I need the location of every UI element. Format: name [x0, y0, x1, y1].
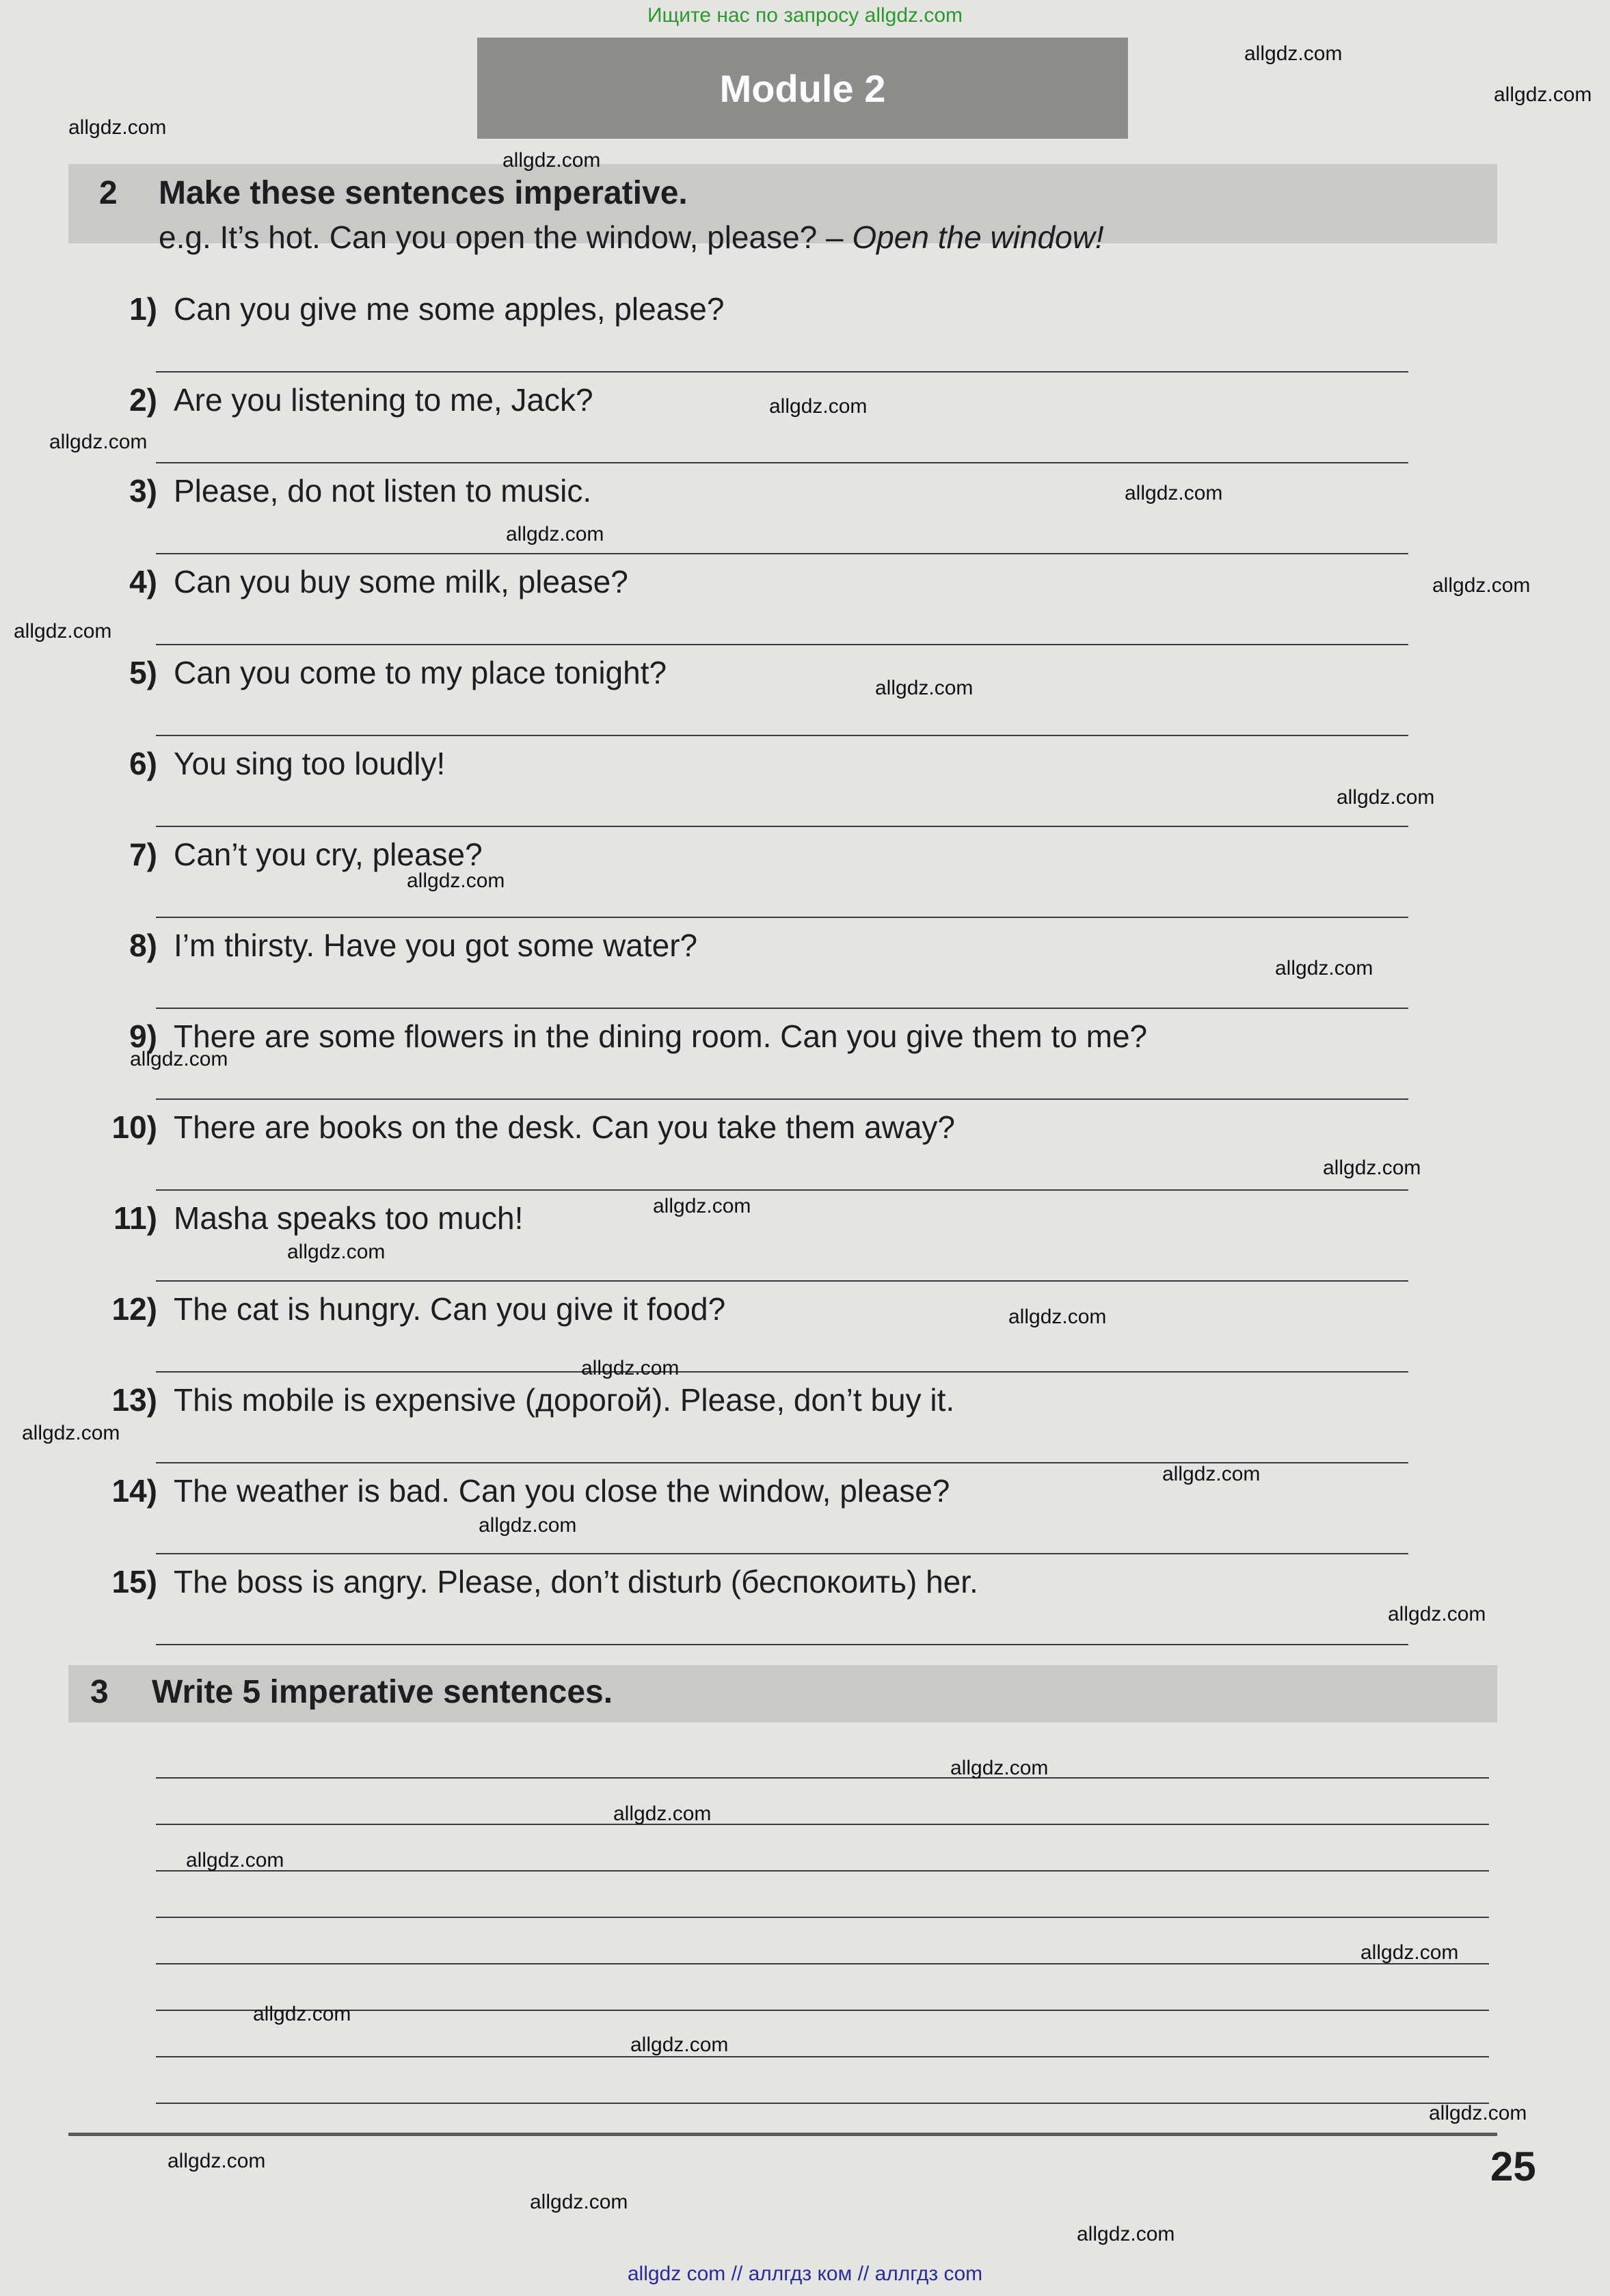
watermark: allgdz.com	[613, 1802, 712, 1825]
exercise-3-number: 3	[90, 1674, 109, 1710]
exercise-item	[89, 745, 445, 782]
watermark: allgdz.com	[167, 2150, 266, 2172]
exercise-3-title: Write 5 imperative sentences.	[152, 1674, 613, 1710]
watermark: allgdz.com	[502, 149, 601, 172]
watermark: allgdz.com	[253, 2003, 351, 2025]
writing-line[interactable]	[156, 2103, 1489, 2104]
item-text: The weather is bad. Can you close the window, please?	[174, 1473, 950, 1509]
item-text: There are books on the desk. Can you take them away?	[174, 1109, 955, 1145]
answer-line[interactable]	[156, 1644, 1408, 1645]
writing-line[interactable]	[156, 2056, 1489, 2057]
exercise-item	[89, 563, 628, 600]
exercise-item	[89, 654, 667, 691]
item-text: The boss is angry. Please, don’t disturb (беспокоить) her.	[174, 1564, 978, 1599]
watermark: allgdz.com	[1388, 1603, 1486, 1625]
watermark: allgdz.com	[1432, 574, 1531, 597]
module-tab	[477, 38, 1128, 139]
watermark: allgdz.com	[14, 620, 112, 643]
exercise-item	[89, 1472, 950, 1509]
exercise-item	[89, 1200, 523, 1237]
item-text: Can you give me some apples, please?	[174, 291, 725, 327]
watermark: allgdz.com	[769, 395, 868, 418]
example-answer: Open the window!	[852, 219, 1104, 255]
exercise-item	[89, 381, 593, 418]
watermark: allgdz.com	[287, 1241, 386, 1263]
watermark: allgdz.com	[506, 523, 604, 545]
item-number: 4)	[129, 564, 157, 599]
answer-line[interactable]	[156, 917, 1408, 918]
exercise-item	[89, 1563, 978, 1600]
watermark: allgdz.com	[1337, 786, 1435, 809]
item-number: 13)	[111, 1382, 157, 1418]
answer-line[interactable]	[156, 553, 1408, 554]
top-banner[interactable]: Ищите нас по запросу allgdz.com	[647, 4, 963, 27]
answer-line[interactable]	[156, 462, 1408, 463]
writing-line[interactable]	[156, 1824, 1489, 1825]
item-text: Can you buy some milk, please?	[174, 564, 628, 599]
exercise-item	[89, 927, 697, 964]
footer-rule	[68, 2133, 1497, 2136]
watermark: allgdz.com	[1429, 2102, 1527, 2124]
watermark: allgdz.com	[950, 1757, 1049, 1779]
watermark: allgdz.com	[875, 677, 974, 699]
bottom-banner[interactable]: allgdz com // аллгдз ком // аллгдз com	[627, 2263, 983, 2285]
item-text: Can you come to my place tonight?	[174, 655, 667, 690]
answer-line[interactable]	[156, 1189, 1408, 1191]
watermark: allgdz.com	[68, 116, 167, 139]
exercise-item	[89, 836, 483, 873]
writing-line[interactable]	[156, 1917, 1489, 1918]
answer-line[interactable]	[156, 826, 1408, 827]
exercise-item	[89, 1109, 955, 1146]
example-prefix: e.g. It’s hot. Can you open the window, please? –	[159, 219, 853, 255]
item-number: 11)	[113, 1200, 157, 1236]
page-number: 25	[1490, 2144, 1536, 2189]
answer-line[interactable]	[156, 644, 1408, 645]
item-text: There are some flowers in the dining room. Can you give them to me?	[174, 1018, 1148, 1054]
module-title: Module 2	[719, 66, 886, 110]
watermark: allgdz.com	[1077, 2223, 1175, 2245]
exercise-item	[89, 1018, 1147, 1055]
exercise-2-example	[159, 219, 1104, 256]
item-text: Please, do not listen to music.	[174, 473, 592, 509]
answer-line[interactable]	[156, 1371, 1408, 1373]
item-number: 1)	[129, 291, 157, 327]
item-text: You sing too loudly!	[174, 746, 446, 781]
item-text: Can’t you cry, please?	[174, 837, 483, 872]
watermark: allgdz.com	[130, 1048, 228, 1070]
item-text: Masha speaks too much!	[174, 1200, 524, 1236]
item-text: I’m thirsty. Have you got some water?	[174, 928, 698, 963]
item-number: 6)	[129, 746, 157, 781]
exercise-2-number: 2	[99, 175, 118, 211]
watermark: allgdz.com	[653, 1195, 751, 1217]
watermark: allgdz.com	[407, 869, 505, 892]
item-number: 9)	[129, 1018, 157, 1054]
answer-line[interactable]	[156, 1280, 1408, 1282]
watermark: allgdz.com	[1360, 1941, 1459, 1964]
watermark: allgdz.com	[1494, 83, 1592, 106]
watermark: allgdz.com	[1323, 1157, 1421, 1179]
item-number: 5)	[129, 655, 157, 690]
exercise-item	[89, 1291, 725, 1327]
watermark: allgdz.com	[1275, 957, 1373, 980]
watermark: allgdz.com	[530, 2191, 628, 2213]
exercise-item	[89, 291, 724, 327]
writing-line[interactable]	[156, 2010, 1489, 2011]
writing-line[interactable]	[156, 1963, 1489, 1964]
item-number: 15)	[111, 1564, 157, 1599]
watermark: allgdz.com	[22, 1422, 120, 1444]
answer-line[interactable]	[156, 1098, 1408, 1100]
item-number: 14)	[111, 1473, 157, 1509]
exercise-item	[89, 1381, 954, 1418]
item-number: 7)	[129, 837, 157, 872]
answer-line[interactable]	[156, 735, 1408, 736]
watermark: allgdz.com	[1244, 42, 1343, 65]
item-text: The cat is hungry. Can you give it food?	[174, 1291, 726, 1327]
watermark: allgdz.com	[49, 431, 148, 453]
writing-line[interactable]	[156, 1777, 1489, 1779]
item-number: 10)	[111, 1109, 157, 1145]
watermark: allgdz.com	[479, 1514, 577, 1537]
answer-line[interactable]	[156, 371, 1408, 373]
watermark: allgdz.com	[186, 1849, 284, 1872]
watermark: allgdz.com	[581, 1357, 680, 1379]
item-number: 3)	[129, 473, 157, 509]
watermark: allgdz.com	[1125, 482, 1223, 504]
exercise-2-title: Make these sentences imperative.	[159, 175, 688, 211]
item-text: Are you listening to me, Jack?	[174, 382, 593, 418]
watermark: allgdz.com	[630, 2034, 729, 2056]
writing-line[interactable]	[156, 1870, 1489, 1872]
watermark: allgdz.com	[1008, 1306, 1107, 1328]
item-number: 8)	[129, 928, 157, 963]
watermark: allgdz.com	[1162, 1463, 1261, 1485]
item-number: 12)	[111, 1291, 157, 1327]
item-number: 2)	[129, 382, 157, 418]
answer-line[interactable]	[156, 1553, 1408, 1554]
exercise-item	[89, 472, 591, 509]
answer-line[interactable]	[156, 1008, 1408, 1009]
item-text: This mobile is expensive (дорогой). Please, don’t buy it.	[174, 1382, 955, 1418]
